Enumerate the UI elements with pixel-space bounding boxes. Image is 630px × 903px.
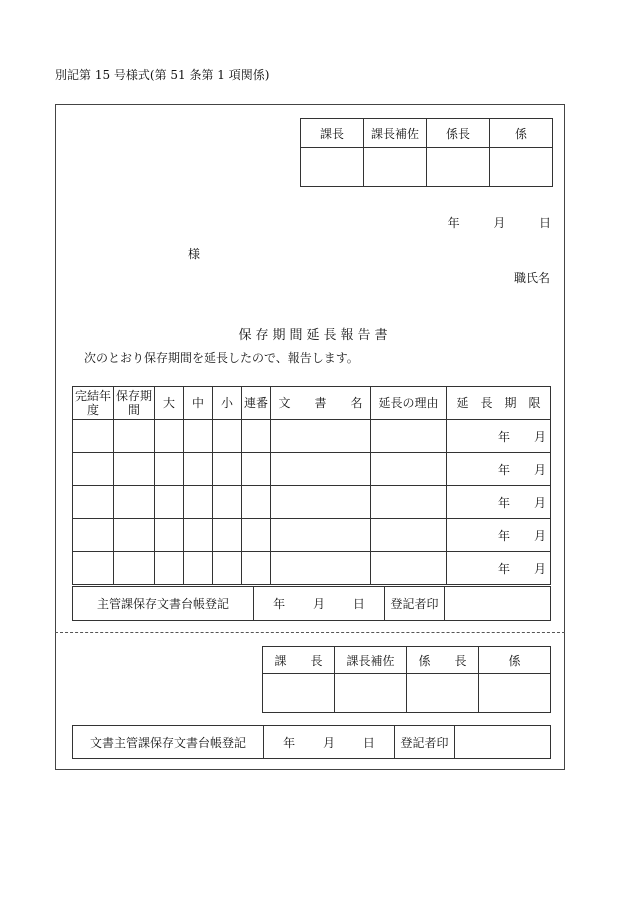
- deadline-year: 年: [497, 462, 510, 477]
- header-retention-period: 保存期間: [114, 387, 155, 420]
- intro-text: 次のとおり保存期間を延長したので、報告します。: [84, 351, 359, 365]
- stamp-header-subsection-chief: 係長: [427, 119, 490, 148]
- register-month: 月: [322, 735, 335, 750]
- register-date[interactable]: [264, 726, 395, 759]
- addressee-honorific: 様: [188, 247, 201, 261]
- cell[interactable]: [114, 453, 155, 486]
- approval-stamp-table-top: [300, 118, 553, 187]
- cell[interactable]: [371, 552, 447, 585]
- deadline-year: 年: [497, 528, 510, 543]
- register-year: 年: [273, 597, 286, 611]
- deadline-month: 月: [533, 462, 546, 477]
- cell[interactable]: [114, 552, 155, 585]
- header-reason: 延長の理由: [371, 387, 447, 420]
- deadline-cell[interactable]: [447, 552, 551, 585]
- stamp-header-section-chief: 課長: [301, 119, 364, 148]
- registrar-seal-box[interactable]: [455, 726, 551, 759]
- cell[interactable]: [114, 420, 155, 453]
- cell[interactable]: [271, 552, 371, 585]
- stamp-box[interactable]: [263, 674, 335, 713]
- deadline-cell[interactable]: [447, 420, 551, 453]
- register-month: 月: [312, 597, 325, 611]
- register-day: 日: [352, 597, 365, 611]
- stamp-box[interactable]: [364, 148, 427, 187]
- cell[interactable]: [271, 453, 371, 486]
- cell[interactable]: [155, 552, 184, 585]
- cell[interactable]: [242, 519, 271, 552]
- cell[interactable]: [271, 486, 371, 519]
- cell[interactable]: [242, 552, 271, 585]
- deadline-cell[interactable]: [447, 486, 551, 519]
- cell[interactable]: [155, 519, 184, 552]
- table-row: [73, 453, 551, 486]
- stamp-box[interactable]: [407, 674, 479, 713]
- cell[interactable]: [73, 420, 114, 453]
- header-serial: 連番: [242, 387, 271, 420]
- officer-name-label: 職氏名: [513, 271, 550, 285]
- cell[interactable]: [114, 519, 155, 552]
- form-title: 保存期間延長報告書: [238, 328, 392, 343]
- stamp-box[interactable]: [490, 148, 553, 187]
- cell[interactable]: [73, 519, 114, 552]
- document-office-register-label: 文書主管課保存文書台帳登記: [73, 726, 264, 759]
- cut-line: [55, 632, 565, 633]
- header-medium: 中: [184, 387, 213, 420]
- cell[interactable]: [155, 486, 184, 519]
- cell[interactable]: [213, 486, 242, 519]
- deadline-month: 月: [533, 429, 546, 444]
- cell[interactable]: [155, 453, 184, 486]
- stamp-box[interactable]: [301, 148, 364, 187]
- deadline-year: 年: [497, 429, 510, 444]
- cell[interactable]: [184, 420, 213, 453]
- cell[interactable]: [184, 552, 213, 585]
- table-row: [73, 519, 551, 552]
- deadline-month: 月: [533, 495, 546, 510]
- header-extension-deadline: 延 長 期 限: [447, 387, 551, 420]
- cell[interactable]: [371, 519, 447, 552]
- stamp-header-section-chief: 課 長: [263, 647, 335, 674]
- cell[interactable]: [184, 486, 213, 519]
- approval-stamp-table-bottom: [262, 646, 551, 713]
- header-large: 大: [155, 387, 184, 420]
- deadline-month: 月: [533, 528, 546, 543]
- stamp-box[interactable]: [335, 674, 407, 713]
- cell[interactable]: [213, 453, 242, 486]
- cell[interactable]: [184, 453, 213, 486]
- cell[interactable]: [371, 486, 447, 519]
- cell[interactable]: [73, 453, 114, 486]
- cell[interactable]: [371, 420, 447, 453]
- stamp-box[interactable]: [427, 148, 490, 187]
- cell[interactable]: [73, 552, 114, 585]
- cell[interactable]: [73, 486, 114, 519]
- stamp-header-staff: 係: [490, 119, 553, 148]
- register-year: 年: [283, 735, 296, 750]
- department-register-table: [72, 586, 551, 621]
- cell[interactable]: [213, 552, 242, 585]
- document-office-register-table: [72, 725, 551, 759]
- cell[interactable]: [213, 519, 242, 552]
- deadline-cell[interactable]: [447, 453, 551, 486]
- date-year: 年: [447, 216, 460, 230]
- cell[interactable]: [114, 486, 155, 519]
- stamp-box[interactable]: [479, 674, 551, 713]
- deadline-year: 年: [497, 561, 510, 576]
- department-register-label: 主管課保存文書台帳登記: [73, 587, 254, 621]
- stamp-header-deputy-chief: 課長補佐: [335, 647, 407, 674]
- header-small: 小: [213, 387, 242, 420]
- cell[interactable]: [371, 453, 447, 486]
- register-day: 日: [362, 735, 375, 750]
- cell[interactable]: [184, 519, 213, 552]
- register-date[interactable]: [254, 587, 385, 621]
- cell[interactable]: [242, 486, 271, 519]
- registrar-seal-label: 登記者印: [385, 587, 445, 621]
- registrar-seal-label: 登記者印: [395, 726, 455, 759]
- cell[interactable]: [271, 519, 371, 552]
- deadline-year: 年: [497, 495, 510, 510]
- report-date[interactable]: [448, 214, 551, 231]
- stamp-header-subsection-chief: 係 長: [407, 647, 479, 674]
- table-row: [73, 420, 551, 453]
- registrar-seal-box[interactable]: [445, 587, 551, 621]
- cell[interactable]: [242, 420, 271, 453]
- deadline-month: 月: [533, 561, 546, 576]
- stamp-header-staff: 係: [479, 647, 551, 674]
- form-caption: 別記第 15 号様式(第 51 条第 1 項関係): [55, 68, 270, 82]
- date-day: 日: [538, 216, 551, 230]
- stamp-header-deputy-chief: 課長補佐: [364, 119, 427, 148]
- table-row: [73, 486, 551, 519]
- cell[interactable]: [242, 453, 271, 486]
- deadline-cell[interactable]: [447, 519, 551, 552]
- cell[interactable]: [271, 420, 371, 453]
- table-row: [73, 552, 551, 585]
- cell[interactable]: [155, 420, 184, 453]
- date-month: 月: [493, 216, 506, 230]
- cell[interactable]: [213, 420, 242, 453]
- header-completion-year: 完結年度: [73, 387, 114, 420]
- header-document-name: 文 書 名: [271, 387, 371, 420]
- extension-table: [72, 386, 551, 585]
